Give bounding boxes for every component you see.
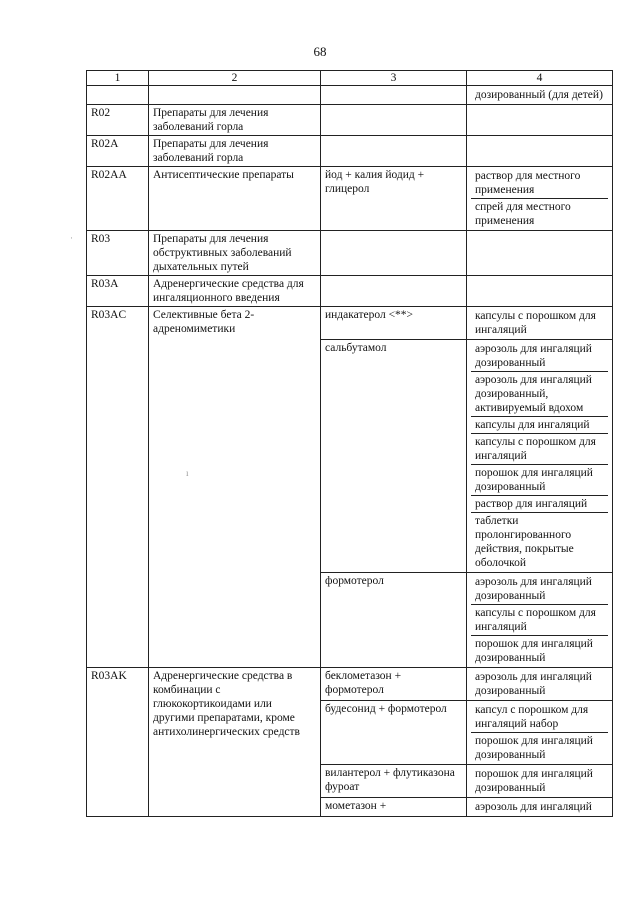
table-row — [87, 307, 613, 340]
dosage-forms-cell — [467, 105, 613, 136]
group-name-cell: Препараты для лечения заболеваний горла — [149, 105, 321, 136]
drug-name-cell — [321, 231, 467, 276]
dosage-forms-cell — [467, 231, 613, 276]
column-header: 4 — [467, 71, 613, 86]
atc-code-cell: R03AK — [87, 668, 149, 817]
drug-name-cell: формотерол — [321, 573, 467, 668]
group-name-cell: Адренергические средства для ингаляционного введения — [149, 276, 321, 307]
dosage-form: капсулы для ингаляций — [471, 417, 608, 434]
dosage-form — [471, 106, 608, 122]
drug-name-cell — [321, 136, 467, 167]
header-row — [87, 71, 613, 86]
dosage-form: аэрозоль для ингаляций дозированный, активируемый вдохом — [471, 372, 608, 417]
dosage-form: аэрозоль для ингаляций дозированный — [475, 671, 592, 697]
dosage-form: порошок для ингаляций дозированный — [475, 768, 593, 794]
dosage-form: капсулы с порошком для ингаляций — [475, 310, 596, 336]
drug-name-cell — [321, 276, 467, 307]
dosage-form — [471, 137, 608, 153]
dosage-forms-cell — [467, 701, 613, 765]
dosage-form: таблетки пролонгированного действия, покрытые оболочкой — [475, 515, 574, 569]
column-header: 3 — [321, 71, 467, 86]
dosage-form: аэрозоль для ингаляций — [475, 801, 592, 813]
dosage-form: аэрозоль для ингаляций дозированный — [471, 574, 608, 605]
dosage-forms-cell — [467, 167, 613, 231]
table-row — [87, 231, 613, 276]
dosage-form: порошок для ингаляций дозированный — [475, 638, 593, 664]
drug-name-cell: сальбутамол — [321, 340, 467, 573]
atc-code-cell — [87, 86, 149, 105]
drug-name-cell: йод + калия йодид + глицерол — [321, 167, 467, 231]
group-name-cell — [149, 86, 321, 105]
drug-name-cell — [321, 86, 467, 105]
atc-code-cell: R02A — [87, 136, 149, 167]
table-row — [87, 668, 613, 701]
atc-code-cell: R03A — [87, 276, 149, 307]
scan-dot: · — [70, 233, 73, 243]
dosage-form — [471, 277, 608, 293]
dosage-forms-cell — [467, 573, 613, 668]
table-row — [87, 136, 613, 167]
dosage-forms-cell — [467, 340, 613, 573]
atc-code-cell: R03 — [87, 231, 149, 276]
drug-name-cell: индакатерол <**> — [321, 307, 467, 340]
dosage-form: раствор для местного применения — [471, 168, 608, 199]
column-header: 2 — [149, 71, 321, 86]
group-name-cell: Препараты для лечения заболеваний горла — [149, 136, 321, 167]
scan-dot: ı — [186, 468, 189, 478]
dosage-form — [471, 232, 608, 248]
dosage-form: капсулы с порошком для ингаляций — [471, 605, 608, 636]
dosage-form: раствор для ингаляций — [471, 496, 608, 513]
group-name-cell: Антисептические препараты — [149, 167, 321, 231]
dosage-forms-cell — [467, 668, 613, 701]
drug-name-cell — [321, 105, 467, 136]
atc-code-cell: R02 — [87, 105, 149, 136]
drug-name-cell: вилантерол + флутиказона фуроат — [321, 765, 467, 798]
atc-code-cell: R03AC — [87, 307, 149, 668]
dosage-form: порошок для ингаляций дозированный — [471, 465, 608, 496]
dosage-forms-cell — [467, 307, 613, 340]
table-row — [87, 276, 613, 307]
group-name-cell: Адренергические средства в комбинации с глюкокортикоидами или другими препаратами, кроме антихолинергических средств — [149, 668, 321, 817]
dosage-forms-cell — [467, 798, 613, 817]
drug-name-cell: мометазон + — [321, 798, 467, 817]
dosage-form: капсулы с порошком для ингаляций — [471, 434, 608, 465]
table-row — [87, 86, 613, 105]
table-body — [87, 86, 613, 817]
dosage-form: аэрозоль для ингаляций дозированный — [471, 341, 608, 372]
medication-table — [86, 70, 613, 817]
dosage-forms-cell — [467, 86, 613, 105]
dosage-forms-cell — [467, 276, 613, 307]
dosage-forms-cell — [467, 136, 613, 167]
dosage-form: порошок для ингаляций дозированный — [475, 735, 593, 761]
table-row — [87, 167, 613, 231]
dosage-forms-cell — [467, 765, 613, 798]
dosage-form: дозированный (для детей) — [475, 89, 603, 101]
drug-name-cell: будесонид + формотерол — [321, 701, 467, 765]
column-header: 1 — [87, 71, 149, 86]
group-name-cell: Селективные бета 2-адреномиметики — [149, 307, 321, 668]
dosage-form: капсул с порошком для ингаляций набор — [471, 702, 608, 733]
atc-code-cell: R02AA — [87, 167, 149, 231]
dosage-form: спрей для местного применения — [475, 201, 571, 227]
drug-name-cell: беклометазон + формотерол — [321, 668, 467, 701]
group-name-cell: Препараты для лечения обструктивных заболеваний дыхательных путей — [149, 231, 321, 276]
page-number: 68 — [313, 44, 327, 59]
table-row — [87, 105, 613, 136]
